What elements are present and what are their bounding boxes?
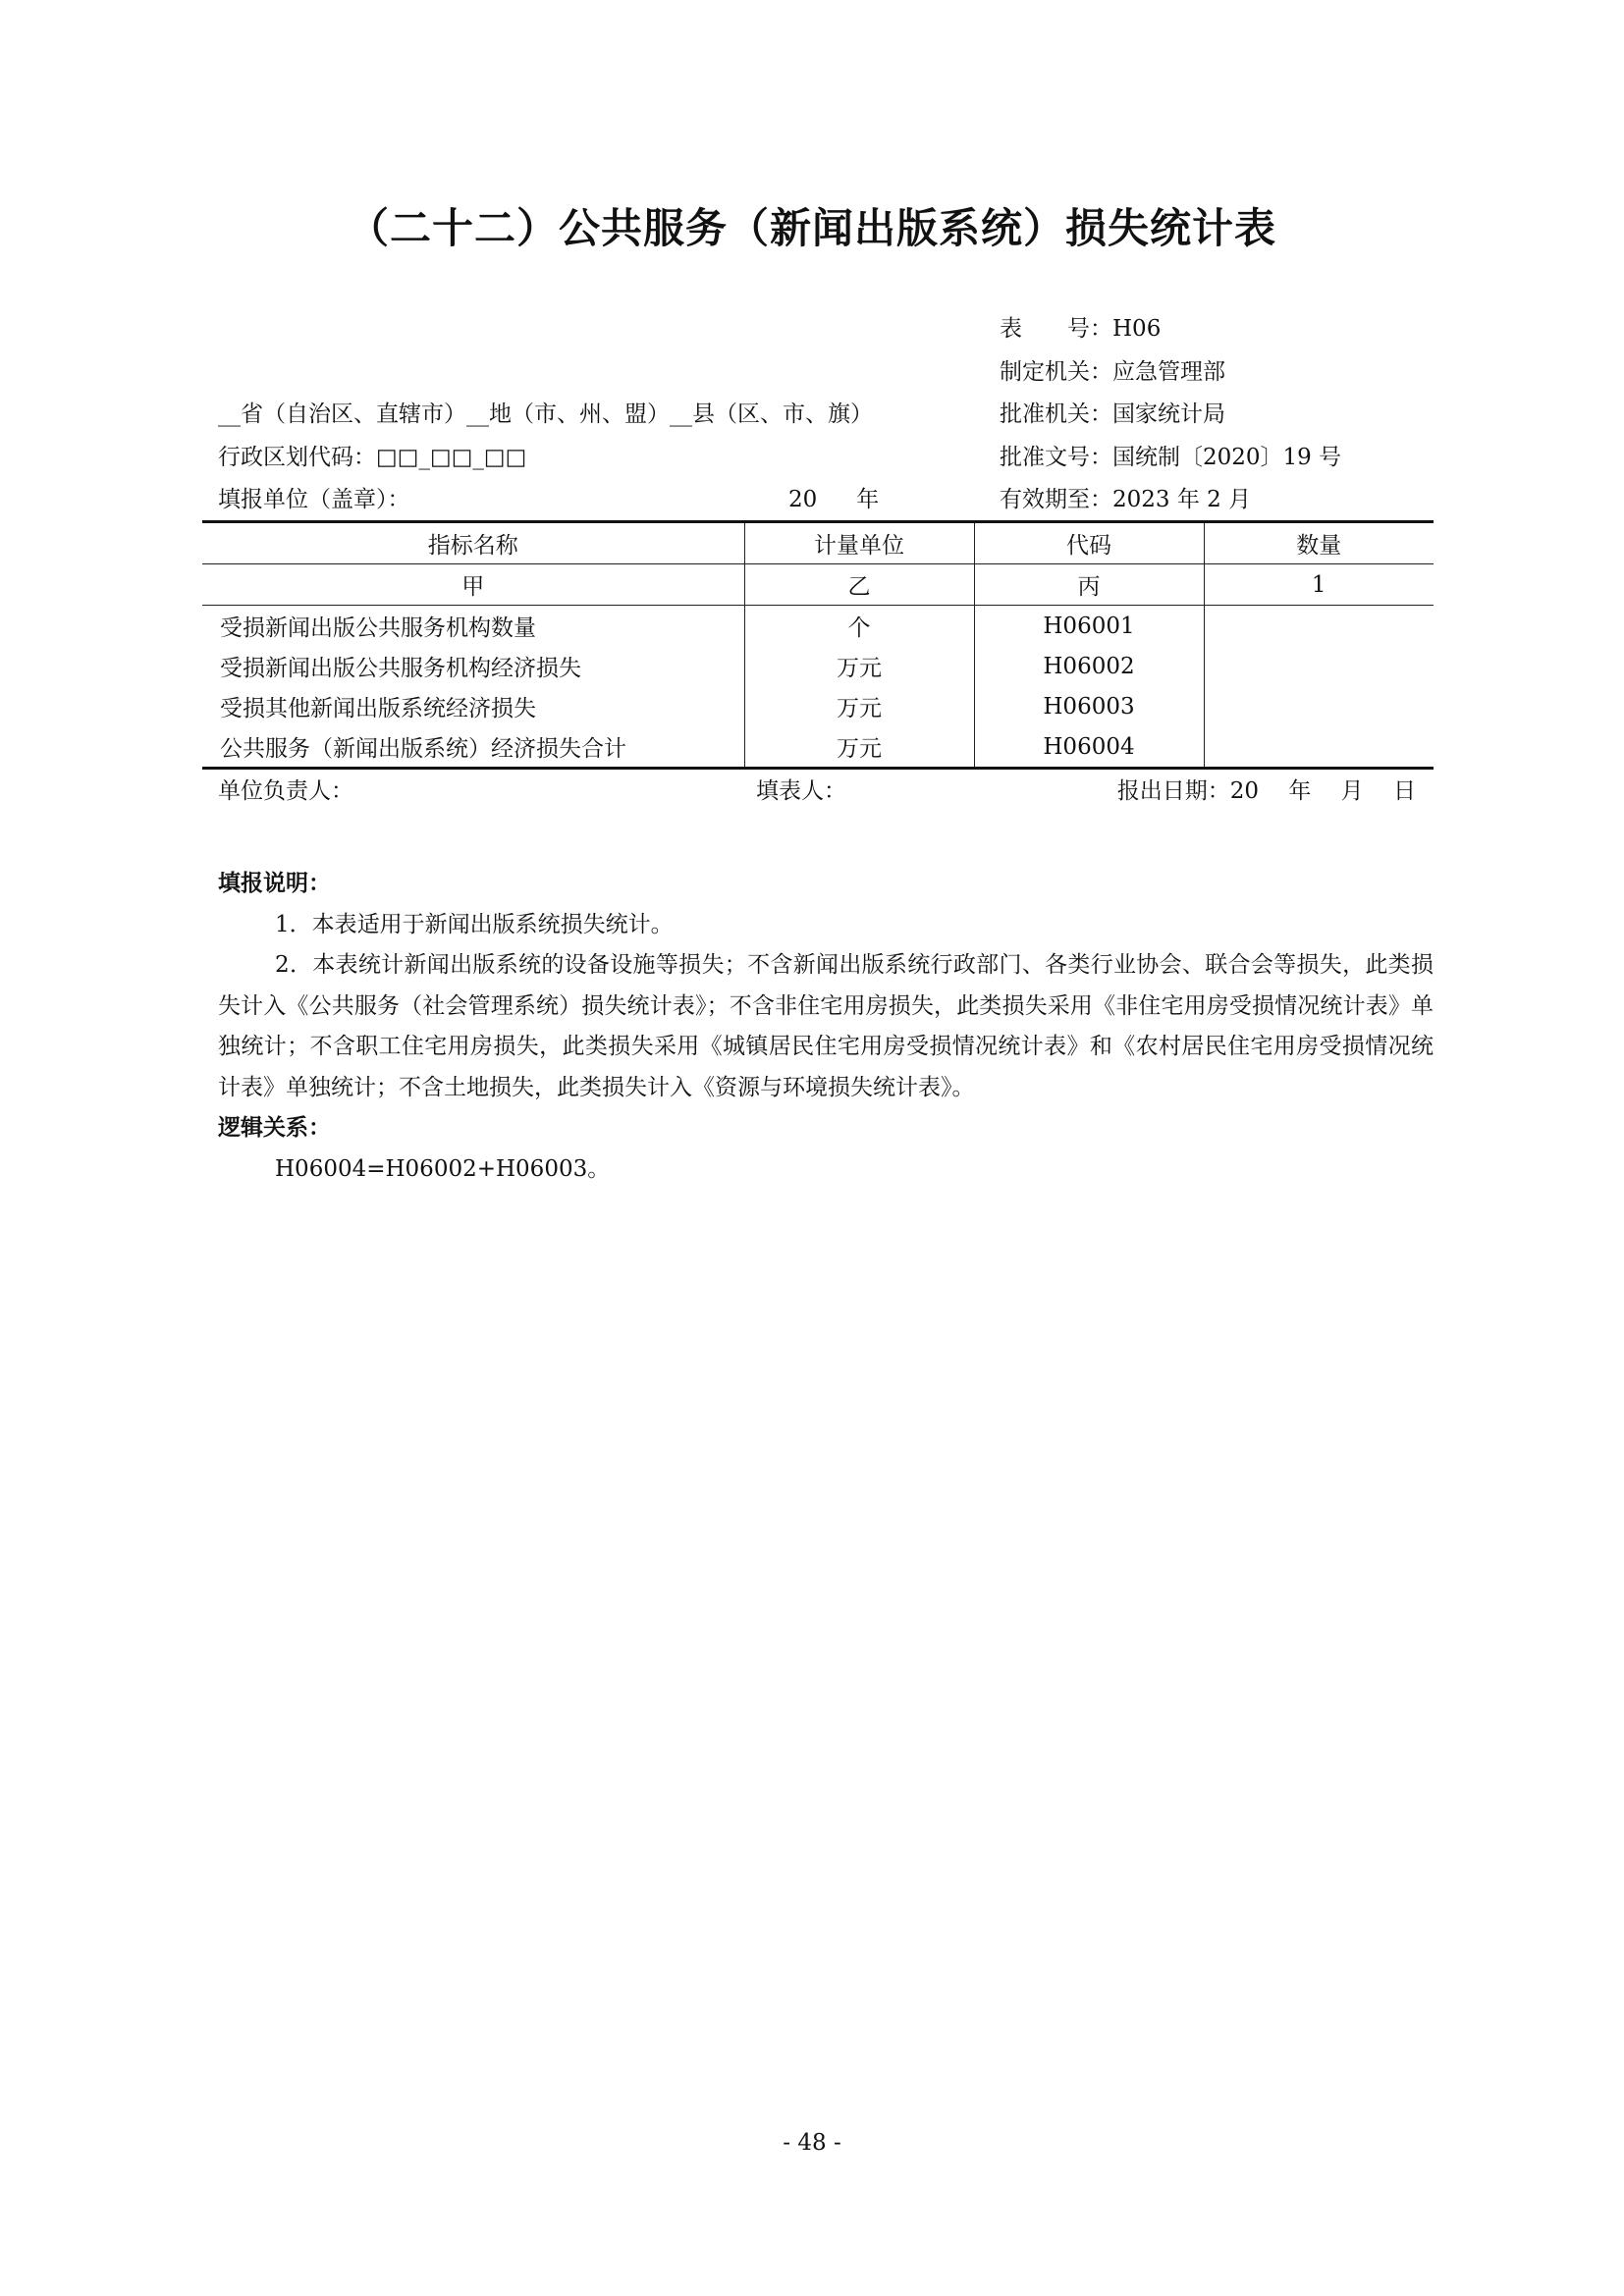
column-header-indicator: 指标名称: [202, 522, 744, 564]
code-cell: H06001: [974, 606, 1204, 647]
reporting-unit-line: 填报单位（盖章）：: [218, 487, 410, 512]
indicator-name: 公共服务（新闻出版系统）经济损失合计: [202, 726, 744, 769]
column-header-unit: 计量单位: [744, 522, 974, 564]
subheader-cell: 丙: [974, 564, 1204, 606]
indicator-name: 受损其他新闻出版系统经济损失: [202, 686, 744, 726]
form-filler: 填表人：: [756, 778, 846, 804]
unit-cell: 个: [744, 606, 974, 647]
column-header-quantity: 数量: [1204, 522, 1434, 564]
responsible-person: 单位负责人：: [218, 778, 353, 804]
table-row: [202, 686, 1434, 726]
table-number: 表 号：H06: [1000, 316, 1162, 342]
logic-formula: H06004=H06002+H06003。: [275, 1155, 611, 1182]
admin-code-line: 行政区划代码：□□_□□_□□: [218, 444, 527, 470]
quantity-cell[interactable]: [1204, 606, 1434, 647]
approval-number: 批准文号：国统制〔2020〕19 号: [1000, 444, 1342, 470]
approving-authority: 批准机关：国家统计局: [1000, 401, 1225, 427]
form-metadata: [1000, 308, 1341, 522]
quantity-cell[interactable]: [1204, 726, 1434, 769]
year-suffix: 年: [856, 487, 880, 512]
column-header-code: 代码: [974, 522, 1204, 564]
code-cell: H06004: [974, 726, 1204, 769]
report-date: 报出日期：20 年 月 日: [1116, 778, 1416, 804]
subheader-cell: 乙: [744, 564, 974, 606]
page-number: - 48 -: [783, 2130, 841, 2156]
table-row: [202, 646, 1434, 686]
statistics-table: [202, 520, 1434, 770]
page-title: （二十二）公共服务（新闻出版系统）损失统计表: [347, 204, 1276, 252]
respondent-info: [218, 394, 873, 522]
filling-instructions: [218, 864, 1434, 1190]
report-year: [788, 479, 879, 522]
table-subheader-row: [202, 564, 1434, 606]
table-header-row: [202, 522, 1434, 564]
subheader-cell: 甲: [202, 564, 744, 606]
region-line: __省（自治区、直辖市）__地（市、州、盟）__县（区、市、旗）: [218, 401, 873, 427]
instruction-item: 1．本表适用于新闻出版系统损失统计。: [275, 911, 674, 937]
year-prefix: 20: [788, 487, 818, 512]
subheader-cell: 1: [1204, 564, 1434, 606]
instruction-item: 2．本表统计新闻出版系统的设备设施等损失；不含新闻出版系统行政部门、各类行业协会、联合会等损失，此类损失计入《公共服务（社会管理系统）损失统计表》；不含非住宅用房损失，此类损失采用《非住宅用房受损情况统计表》单独统计；不含职工住宅用房损失，此类损失采用《城镇居民住宅用房受损情况统计表》和《农村居民住宅用房受损情况统计表》单独统计；不含土地损失，此类损失计入《资源与环境损失统计表》。: [218, 952, 1434, 1100]
instructions-heading: 填报说明：: [218, 871, 331, 896]
code-cell: H06003: [974, 686, 1204, 726]
valid-until: 有效期至：2023 年 2 月: [1000, 487, 1252, 512]
indicator-name: 受损新闻出版公共服务机构经济损失: [202, 646, 744, 686]
issuing-authority: 制定机关：应急管理部: [1000, 358, 1225, 385]
unit-cell: 万元: [744, 726, 974, 769]
unit-cell: 万元: [744, 686, 974, 726]
unit-cell: 万元: [744, 646, 974, 686]
quantity-cell[interactable]: [1204, 686, 1434, 726]
quantity-cell[interactable]: [1204, 646, 1434, 686]
table-row: [202, 726, 1434, 769]
indicator-name: 受损新闻出版公共服务机构数量: [202, 606, 744, 647]
logic-heading: 逻辑关系：: [218, 1115, 331, 1141]
code-cell: H06002: [974, 646, 1204, 686]
table-row: [202, 606, 1434, 647]
